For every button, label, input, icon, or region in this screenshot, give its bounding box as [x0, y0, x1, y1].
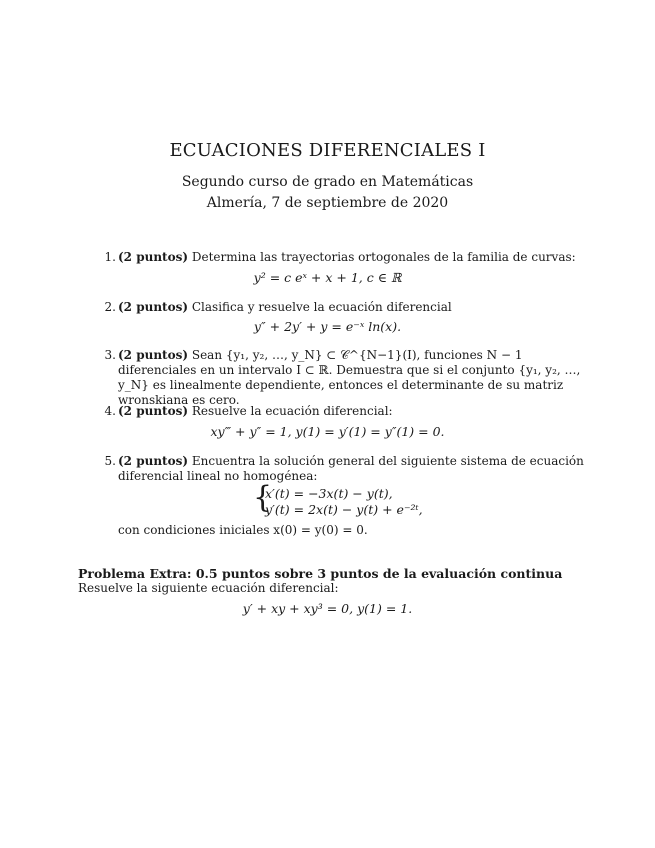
extra-problem-equation: y′ + xy + xy³ = 0, y(1) = 1.: [242, 601, 413, 616]
problem-text: Resuelve la ecuación diferencial:: [191, 404, 393, 418]
problem-number: 2.: [104, 300, 116, 314]
problem-number: 3.: [104, 348, 116, 362]
problem-number: 1.: [104, 250, 116, 264]
problem-1-equation: y² = c eˣ + x + 1, c ∈ ℝ: [253, 270, 402, 285]
problem-points: (2 puntos): [118, 250, 189, 264]
exam-title: ECUACIONES DIFERENCIALES I: [169, 140, 486, 161]
extra-problem-title: Problema Extra: 0.5 puntos sobre 3 puntos de la evaluación continua: [78, 566, 563, 581]
problem-points: (2 puntos): [118, 454, 189, 468]
problem-statement: [118, 404, 594, 419]
left-brace: {: [253, 480, 273, 515]
problem-text: Sean {y₁, y₂, …, y_N} ⊂ 𝒞^{N−1}(I), funciones N − 1 diferenciales en un intervalo I ⊂ ℝ. Demuestra que si el conjunto {y₁, y₂, …, y_N} es linealmente dependiente, entonces el determinante de su matriz wronskiana es cero.: [118, 348, 581, 407]
exam-date: Almería, 7 de septiembre de 2020: [206, 195, 449, 211]
problem-text: Encuentra la solución general del siguiente sistema de ecuación diferencial lineal no homogénea:: [118, 454, 584, 483]
problem-text: Determina las trayectorias ortogonales de la familia de curvas:: [191, 250, 576, 264]
problem-points: (2 puntos): [118, 300, 189, 314]
problem-number: 5.: [104, 454, 116, 468]
problem-number: 4.: [104, 404, 116, 418]
course-subtitle: Segundo curso de grado en Matemáticas: [181, 174, 474, 190]
extra-problem-text: Resuelve la siguiente ecuación diferencial:: [78, 581, 339, 595]
problem-statement: [118, 300, 594, 315]
problem-text: Clasifica y resuelve la ecuación diferencial: [191, 300, 452, 314]
problem-points: (2 puntos): [118, 404, 189, 418]
problem-4-equation: xy‴ + y″ = 1, y(1) = y′(1) = y″(1) = 0.: [210, 424, 445, 439]
problem-statement: [118, 454, 594, 484]
system-equation-1: x′(t) = −3x(t) − y(t),: [265, 486, 393, 501]
problem-statement: [118, 250, 594, 265]
problem-statement: [118, 348, 594, 408]
problem-2-equation: y″ + 2y′ + y = e⁻ˣ ln(x).: [253, 319, 402, 334]
problem-5-conditions: con condiciones iniciales x(0) = y(0) = 0.: [118, 523, 368, 537]
system-equation-2: y′(t) = 2x(t) − y(t) + e⁻²ᵗ,: [265, 502, 423, 517]
problem-points: (2 puntos): [118, 348, 189, 362]
